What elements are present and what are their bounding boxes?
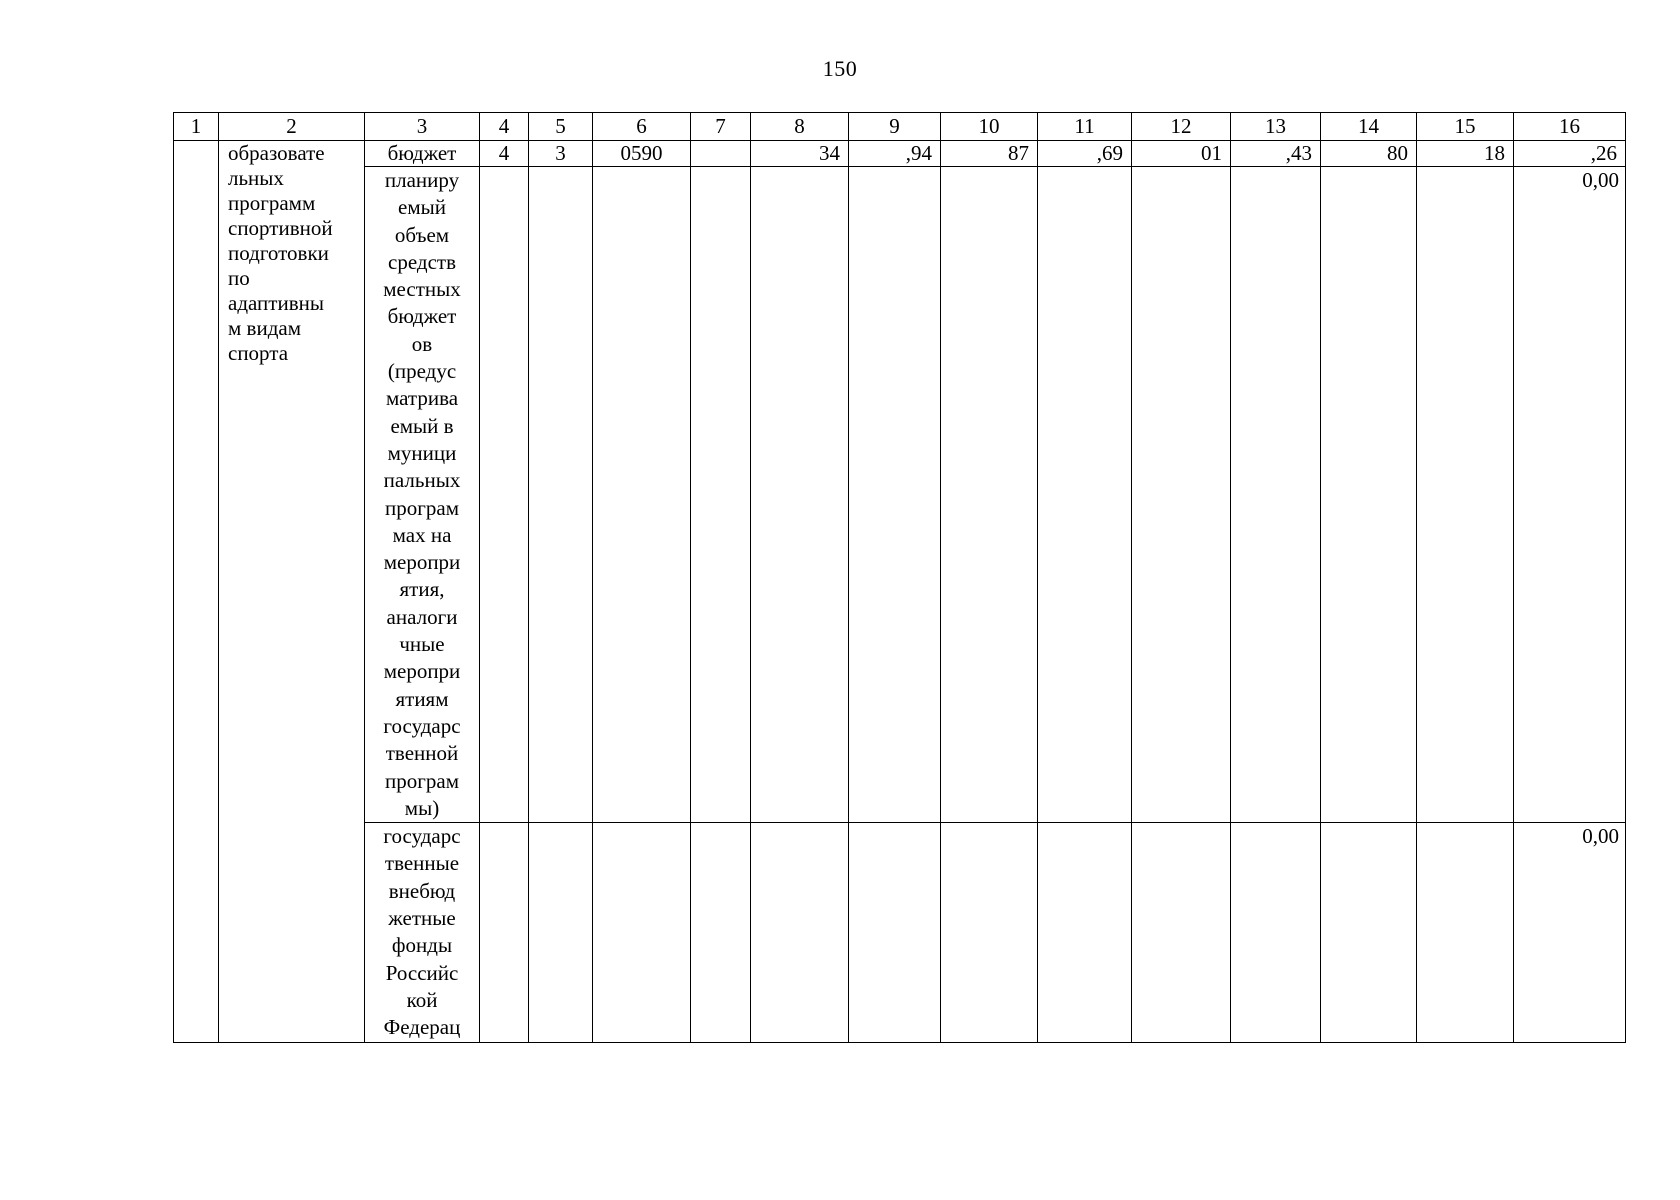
- cell-empty: [1231, 823, 1321, 1042]
- source-line: (предус: [387, 359, 457, 384]
- activity-name-line: спорта: [228, 341, 289, 365]
- source-line: Федерац: [383, 1015, 461, 1040]
- source-line: чные: [399, 632, 445, 657]
- cell-empty: [1321, 823, 1417, 1042]
- source-line: планиру: [384, 168, 460, 192]
- cell-index: [174, 141, 219, 1043]
- header-row: [174, 113, 1626, 141]
- cell-c15: 18: [1417, 141, 1514, 167]
- header-cell: 7: [691, 113, 751, 141]
- cell-empty: [529, 823, 593, 1042]
- cell-empty: [593, 823, 691, 1042]
- table-row-local-budget: [174, 167, 1626, 823]
- cell-c4: 4: [480, 141, 529, 167]
- header-cell: 4: [480, 113, 529, 141]
- cell-c5: 3: [529, 141, 593, 167]
- source-line: матрива: [385, 386, 459, 411]
- source-line: кой: [406, 987, 438, 1012]
- cell-c16-funds: 0,00: [1514, 823, 1626, 1042]
- source-line: ятиям: [395, 686, 449, 711]
- header-cell: 9: [849, 113, 941, 141]
- cell-empty: [1132, 167, 1231, 823]
- header-cell: 3: [365, 113, 480, 141]
- header-cell: 6: [593, 113, 691, 141]
- source-line: пальных: [383, 468, 461, 493]
- header-cell: 11: [1038, 113, 1132, 141]
- header-cell: 13: [1231, 113, 1321, 141]
- header-cell: 15: [1417, 113, 1514, 141]
- activity-name-line: адаптивны: [228, 291, 324, 315]
- source-line: програм: [385, 768, 459, 793]
- header-cell: 16: [1514, 113, 1626, 141]
- source-line: програм: [385, 495, 459, 520]
- source-line: аналоги: [386, 604, 458, 629]
- source-line: емый: [398, 195, 446, 220]
- budget-table-wrapper: [173, 112, 1625, 1043]
- table-row-budget: [174, 141, 1626, 167]
- cell-c13: ,43: [1231, 141, 1321, 167]
- cell-c8: 34: [751, 141, 849, 167]
- header-cell: 14: [1321, 113, 1417, 141]
- source-line: государс: [383, 713, 461, 738]
- source-line: твенной: [385, 741, 459, 766]
- source-line: ятия,: [399, 577, 445, 602]
- cell-empty: [1038, 167, 1132, 823]
- page-number: 150: [822, 56, 858, 81]
- cell-empty: [529, 167, 593, 823]
- header-cell: 8: [751, 113, 849, 141]
- activity-name-line: м видам: [228, 316, 301, 340]
- source-line: меропри: [383, 659, 461, 684]
- cell-empty: [480, 167, 529, 823]
- budget-table: [173, 112, 1626, 1043]
- header-cell: 10: [941, 113, 1038, 141]
- source-line: емый в: [390, 413, 454, 438]
- cell-empty: [849, 167, 941, 823]
- cell-empty: [593, 167, 691, 823]
- source-line: мы): [404, 795, 440, 820]
- header-cell: 1: [174, 113, 219, 141]
- cell-empty: [1231, 167, 1321, 823]
- cell-c11: ,69: [1038, 141, 1132, 167]
- table-row-extrabudgetary-funds: [174, 823, 1626, 1042]
- cell-c9: ,94: [849, 141, 941, 167]
- cell-empty: [941, 167, 1038, 823]
- activity-name-line: программ: [228, 191, 316, 215]
- cell-source-local: [365, 167, 480, 823]
- cell-empty: [480, 823, 529, 1042]
- cell-activity-name: [219, 141, 365, 1043]
- source-line: государс: [383, 824, 461, 849]
- cell-empty: [751, 823, 849, 1042]
- activity-name-line: образовате: [228, 141, 325, 165]
- cell-empty: [1417, 823, 1514, 1042]
- cell-empty: [691, 167, 751, 823]
- cell-empty: [691, 823, 751, 1042]
- activity-name-line: льных: [228, 166, 284, 190]
- header-cell: 5: [529, 113, 593, 141]
- cell-source-funds: [365, 823, 480, 1042]
- cell-empty: [1132, 823, 1231, 1042]
- source-line: твенные: [384, 851, 460, 876]
- cell-c7: [691, 141, 751, 167]
- cell-c16: ,26: [1514, 141, 1626, 167]
- source-line: ов: [411, 331, 433, 356]
- header-cell: 12: [1132, 113, 1231, 141]
- cell-c14: 80: [1321, 141, 1417, 167]
- source-line: средств: [388, 249, 456, 274]
- cell-empty: [1321, 167, 1417, 823]
- source-line: муници: [387, 440, 457, 465]
- cell-empty: [1038, 823, 1132, 1042]
- cell-source-budget: бюджет: [365, 141, 480, 167]
- cell-c10: 87: [941, 141, 1038, 167]
- source-line: местных: [383, 277, 461, 302]
- source-line: меропри: [383, 550, 461, 575]
- source-line: внебюд: [388, 878, 456, 903]
- activity-name-line: спортивной: [228, 216, 333, 240]
- header-cell: 2: [219, 113, 365, 141]
- cell-empty: [849, 823, 941, 1042]
- source-line: объем: [394, 222, 450, 247]
- cell-empty: [751, 167, 849, 823]
- source-line: Российс: [385, 960, 459, 985]
- source-line: бюджет: [387, 304, 457, 329]
- activity-name-line: подготовки: [228, 241, 329, 265]
- source-line: фонды: [391, 933, 453, 958]
- cell-c16-local: 0,00: [1514, 167, 1626, 823]
- cell-empty: [941, 823, 1038, 1042]
- cell-c12: 01: [1132, 141, 1231, 167]
- activity-name-line: по: [228, 266, 250, 290]
- cell-c6: 0590: [593, 141, 691, 167]
- source-line: жетные: [388, 906, 456, 931]
- cell-empty: [1417, 167, 1514, 823]
- source-line: мах на: [392, 522, 452, 547]
